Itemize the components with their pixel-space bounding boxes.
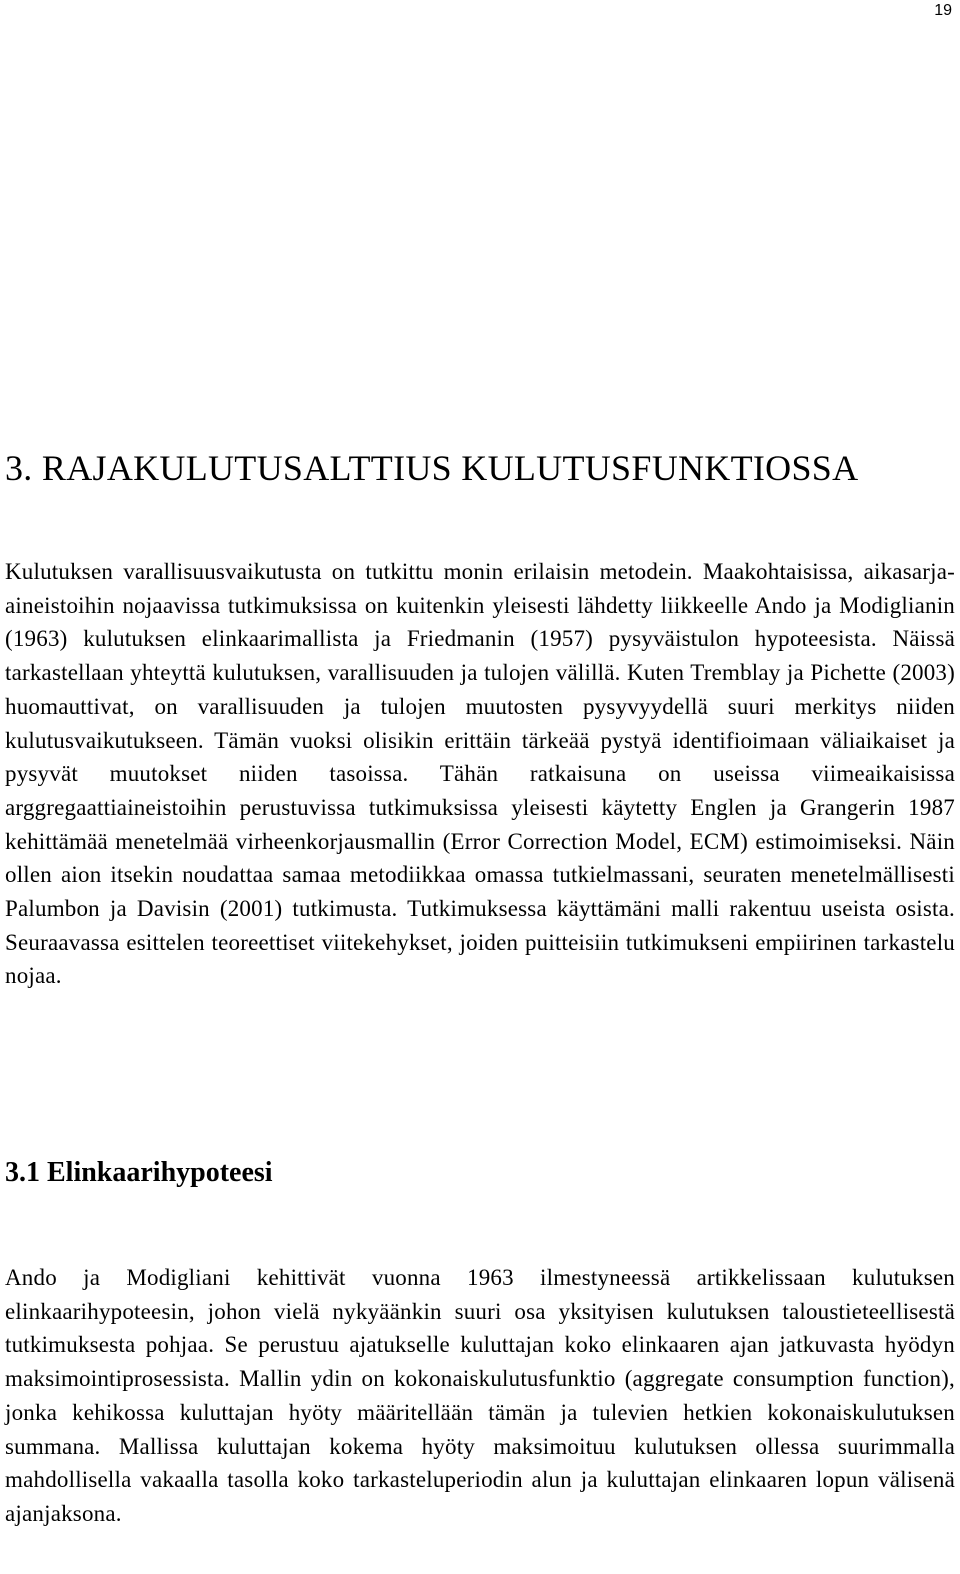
chapter-paragraph: Kulutuksen varallisuusvaikutusta on tutkittu monin erilaisin metodein. Maakohtaisissa, aikasarja-aineistoihin nojaavissa tutkimuksissa on kuitenkin yleisesti lähdetty liikkeelle Ando ja Modiglianin (1963) kulutuksen elinkaarimallista ja Friedmanin (1957) pysyväistulon hypoteesista. Näissä tarkastellaan yhteyttä kulutuksen, varallisuuden ja tulojen välillä. Kuten Tremblay ja Pichette (2003) huomauttivat, on varallisuuden ja tulojen muutosten pysyvyydellä suuri merkitys niiden kulutusvaikutukseen. Tämän vuoksi olisikin erittäin tärkeää pystyä identifioimaan väliaikaiset ja pysyvät muutokset niiden tasoissa. Tähän ratkaisuna on useissa viimeaikaisissa arggregaattiaineistoihin perustuvissa tutkimuksissa yleisesti käytetty Englen ja Grangerin 1987 kehittämää menetelmää virheenkorjausmallin (Error Correction Model, ECM) estimoimiseksi. Näin ollen aion itsekin noudattaa samaa metodiikkaa omassa tutkielmassani, seuraten menetelmällisesti Palumbon ja Davisin (2001) tutkimusta. Tutkimuksessa käyttämäni malli rakentuu useista osista. Seuraavassa esittelen teoreettiset viitekehykset, joiden puitteisiin tutkimukseni empiirinen tarkastelu nojaa. [5, 559, 955, 989]
section-paragraph: Ando ja Modigliani kehittivät vuonna 1963 ilmestyneessä artikkelissaan kulutuksen elinkaarihypoteesin, johon vielä nykyäänkin suuri osa yksityisen kulutuksen taloustieteellisestä tutkimuksesta pohjaa. Se perustuu ajatukselle kuluttajan koko elinkaaren ajan jatkuvasta hyödyn maksimointiprosessista. Mallin ydin on kokonaiskulutusfunktio (aggregate consumption function), jonka kehikossa kuluttajan hyöty määritellään tämän ja tulevien hetkien kokonaiskulutuksen summana. Mallissa kuluttajan kokema hyöty maksimoituu kulutuksen ollessa suurimmalla mahdollisella vakaalla tasolla koko tarkasteluperiodin alun ja kuluttajan elinkaaren lopun välisenä ajanjaksona. [5, 1265, 955, 1526]
chapter-title: 3. RAJAKULUTUSALTTIUS KULUTUSFUNKTIOSSA [5, 448, 859, 488]
page-number: 19 [934, 2, 952, 19]
section-title: 3.1 Elinkaarihypoteesi [5, 1157, 273, 1188]
